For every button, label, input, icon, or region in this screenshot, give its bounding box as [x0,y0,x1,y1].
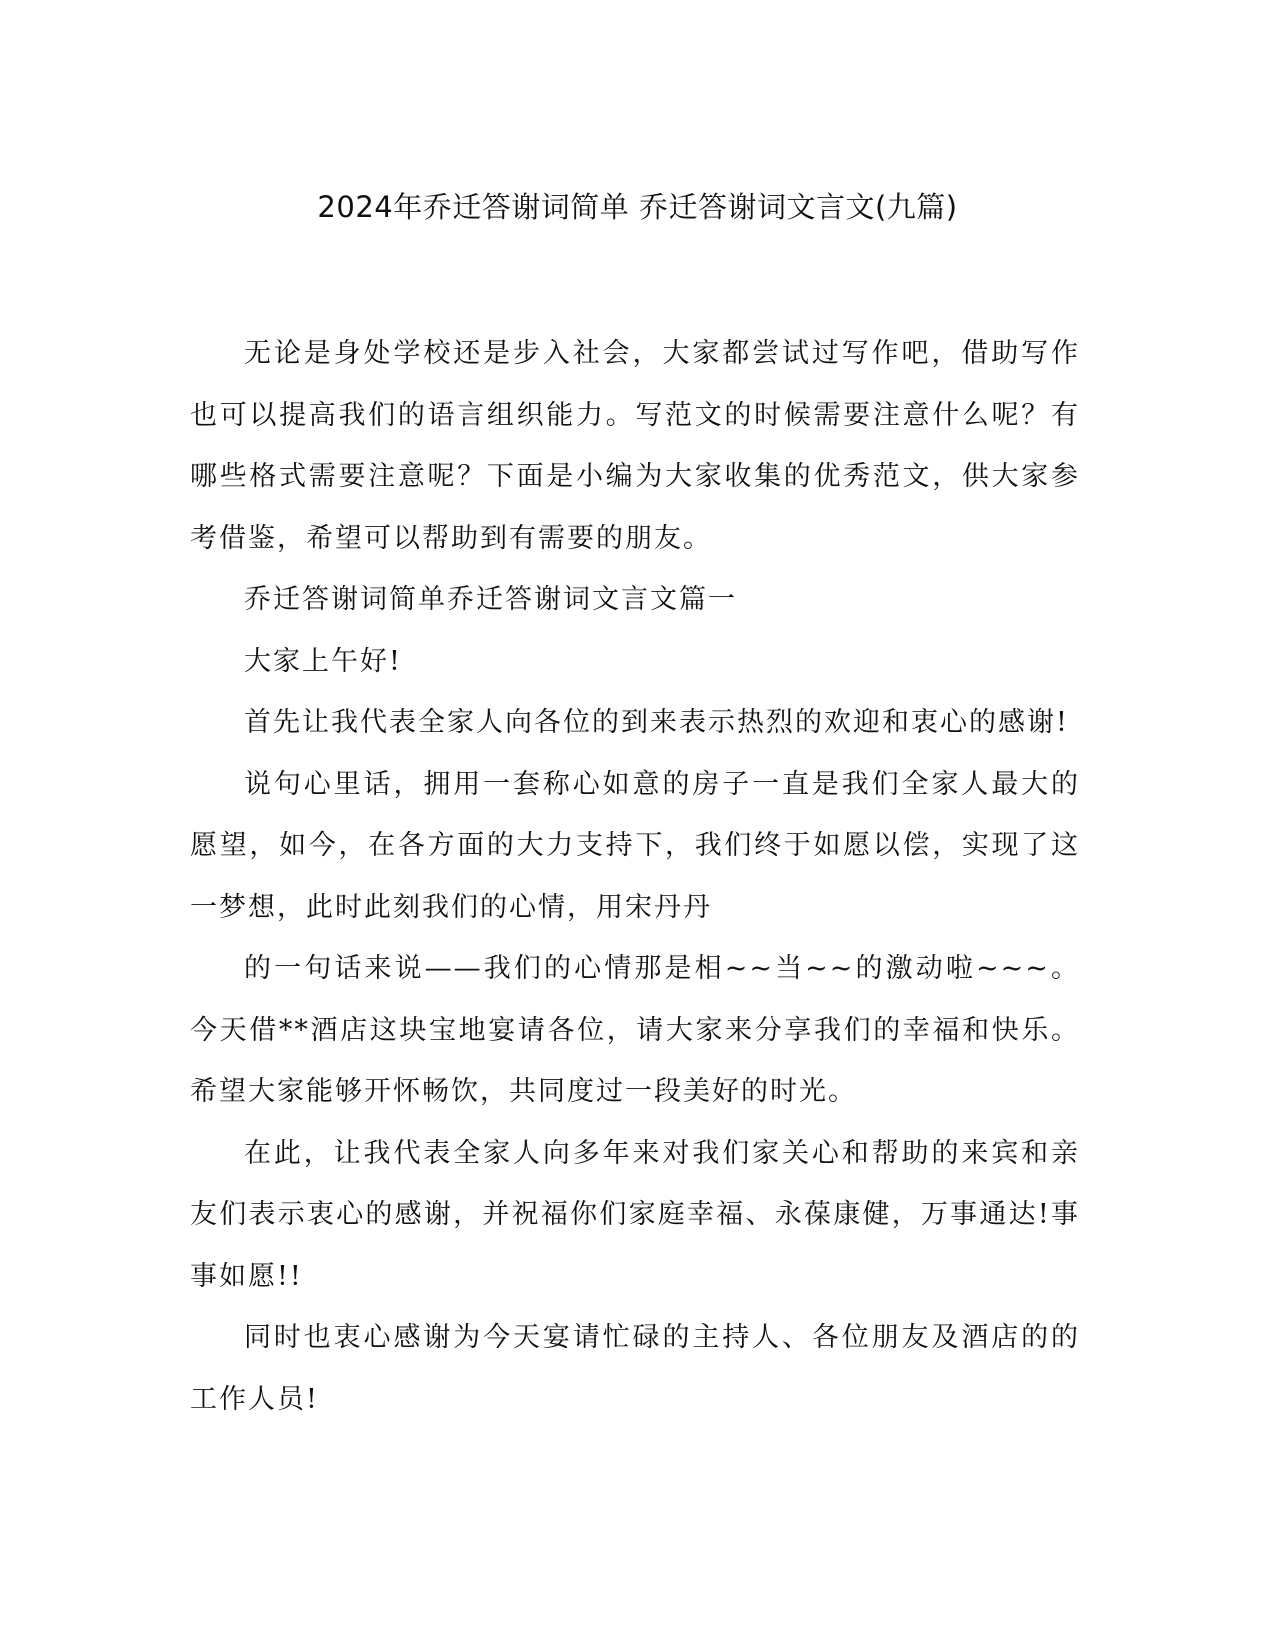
paragraph-intro: 无论是身处学校还是步入社会，大家都尝试过写作吧，借助写作也可以提高我们的语言组织能力。写范文的时候需要注意什么呢？有哪些格式需要注意呢？下面是小编为大家收集的优秀范文，供大家参考借鉴，希望可以帮助到有需要的朋友。 [190,338,1080,554]
section-heading: 乔迁答谢词简单乔迁答谢词文言文篇一 [244,584,737,615]
paragraph-wish: 说句心里话，拥用一套称心如意的房子一直是我们全家人最大的愿望，如今，在各方面的大力支持下，我们终于如愿以偿，实现了这一梦想，此时此刻我们的心情，用宋丹丹 [190,768,1080,923]
paragraph-welcome: 首先让我代表全家人向各位的到来表示热烈的欢迎和衷心的感谢! [244,707,1069,738]
paragraph-staff-thanks: 同时也衷心感谢为今天宴请忙碌的主持人、各位朋友及酒店的的工作人员! [190,1322,1080,1415]
paragraph-greeting: 大家上午好! [244,645,402,677]
paragraph-thanks: 在此，让我代表全家人向多年来对我们家关心和帮助的来宾和亲友们表示衷心的感谢，并祝福你们家庭幸福、永葆康健，万事通达!事事如愿!! [190,1137,1080,1292]
document-body [190,323,1080,1430]
document-title: 2024年乔迁答谢词简单 乔迁答谢词文言文(九篇) [317,190,958,224]
paragraph-feast: 的一句话来说——我们的心情那是相~~当~~的激动啦~~~。今天借**酒店这块宝地宴请各位，请大家来分享我们的幸福和快乐。希望大家能够开怀畅饮，共同度过一段美好的时光。 [190,953,1080,1107]
